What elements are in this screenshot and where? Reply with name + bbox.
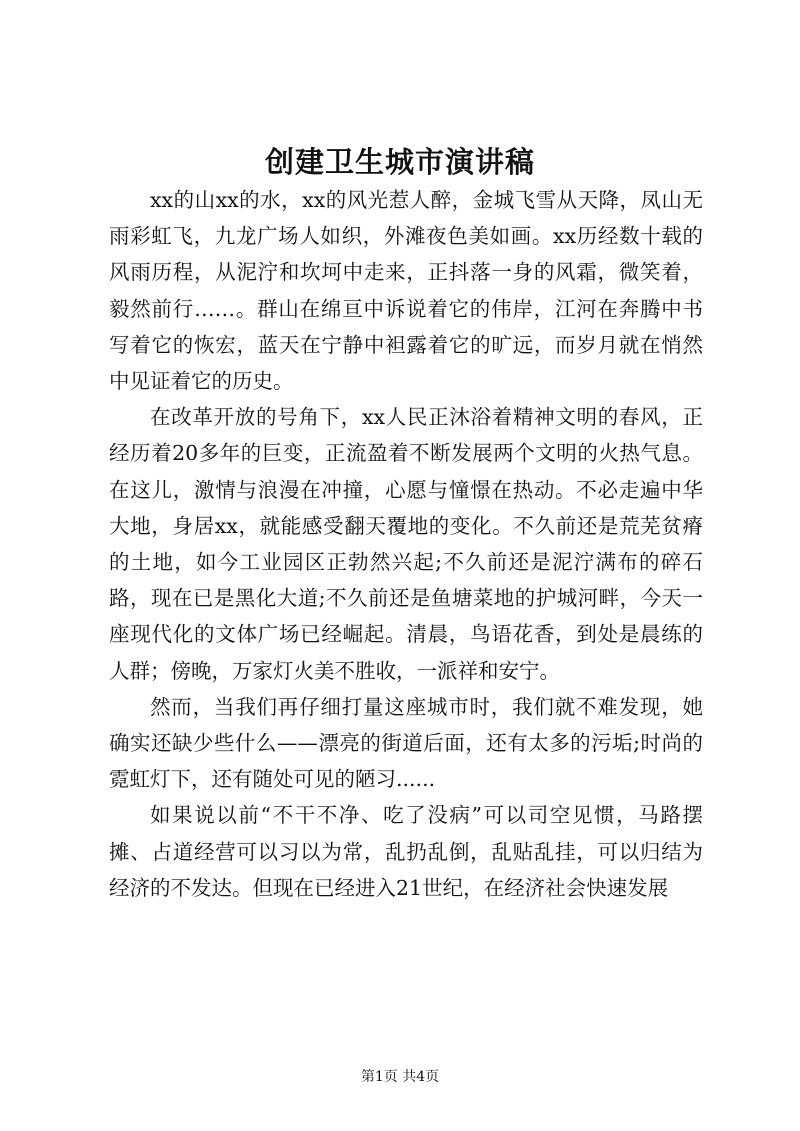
paragraph-3: 然而，当我们再仔细打量这座城市时，我们就不难发现，她确实还缺少些什么——漂亮的街道后面，还有太多的污垢;时尚的霓虹灯下，还有随处可见的陋习...... (109, 694, 703, 792)
document-body (109, 182, 703, 906)
paragraph-2: 在改革开放的号角下，xx人民正沐浴着精神文明的春风，正经历着20多年的巨变，正流盈着不断发展两个文明的火热气息。在这儿，激情与浪漫在冲撞，心愿与憧憬在热动。不必走遍中华大地，身居xx，就能感受翻天覆地的变化。不久前还是荒芜贫瘠的土地，如今工业园区正勃然兴起;不久前还是泥泞满布的碎石路，现在已是黑化大道;不久前还是鱼塘菜地的护城河畔，今天一座现代化的文体广场已经崛起。清晨，鸟语花香，到处是晨练的人群；傍晚，万家灯火美不胜收，一派祥和安宁。 (109, 405, 703, 683)
paragraph-4: 如果说以前“不干不净、吃了没病”可以司空见惯，马路摆摊、占道经营可以习以为常，乱扔乱倒，乱贴乱挂，可以归结为经济的不发达。但现在已经进入21世纪，在经济社会快速发展 (109, 803, 703, 900)
page-footer: 第1页 共4页 (360, 1069, 440, 1085)
page-title: 创建卫生城市演讲稿 (264, 145, 535, 179)
paragraph-1: xx的山xx的水，xx的风光惹人醉，金城飞雪从天降，凤山无雨彩虹飞，九龙广场人如织，外滩夜色美如画。xx历经数十载的风雨历程，从泥泞和坎坷中走来，正抖落一身的风霜，微笑着，毅然前行……。群山在绵亘中诉说着它的伟岸，江河在奔腾中书写着它的恢宏，蓝天在宁静中袒露着它的旷远，而岁月就在悄然中见证着它的历史。 (109, 188, 703, 394)
